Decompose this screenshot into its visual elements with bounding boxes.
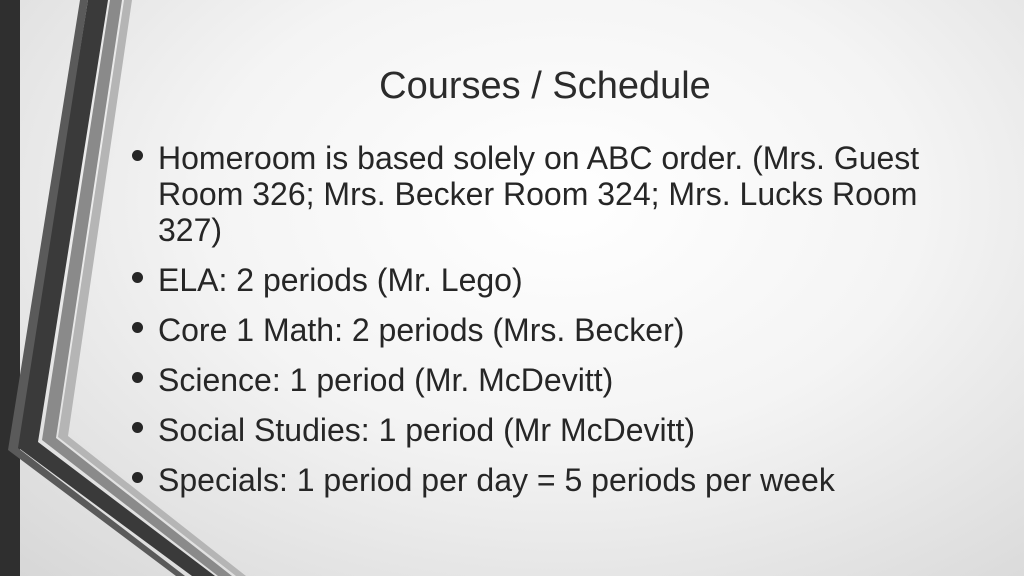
bullet-icon [132,372,143,383]
bullet-text: Homeroom is based solely on ABC order. (Mrs. Guest Room 326; Mrs. Becker Room 324; Mrs. Lucks Room 327) [158,140,920,248]
bullet-item-social-studies [128,412,968,448]
bullet-item-math [128,312,968,348]
bullet-icon [132,422,143,433]
bullet-icon [132,272,143,283]
bullet-text: Core 1 Math: 2 periods (Mrs. Becker) [158,312,685,348]
bullet-icon [132,150,143,161]
bullet-list [128,140,968,512]
bullet-icon [132,322,143,333]
bullet-item-specials [128,462,968,498]
bullet-text: ELA: 2 periods (Mr. Lego) [158,262,523,298]
bullet-text: Social Studies: 1 period (Mr McDevitt) [158,412,696,448]
bullet-item-homeroom [128,140,968,248]
bullet-text: Specials: 1 period per day = 5 periods per week [158,462,835,498]
bullet-item-ela [128,262,968,298]
slide-title: Courses / Schedule [379,65,711,107]
bullet-item-science [128,362,968,398]
bullet-icon [132,472,143,483]
bullet-text: Science: 1 period (Mr. McDevitt) [158,362,614,398]
